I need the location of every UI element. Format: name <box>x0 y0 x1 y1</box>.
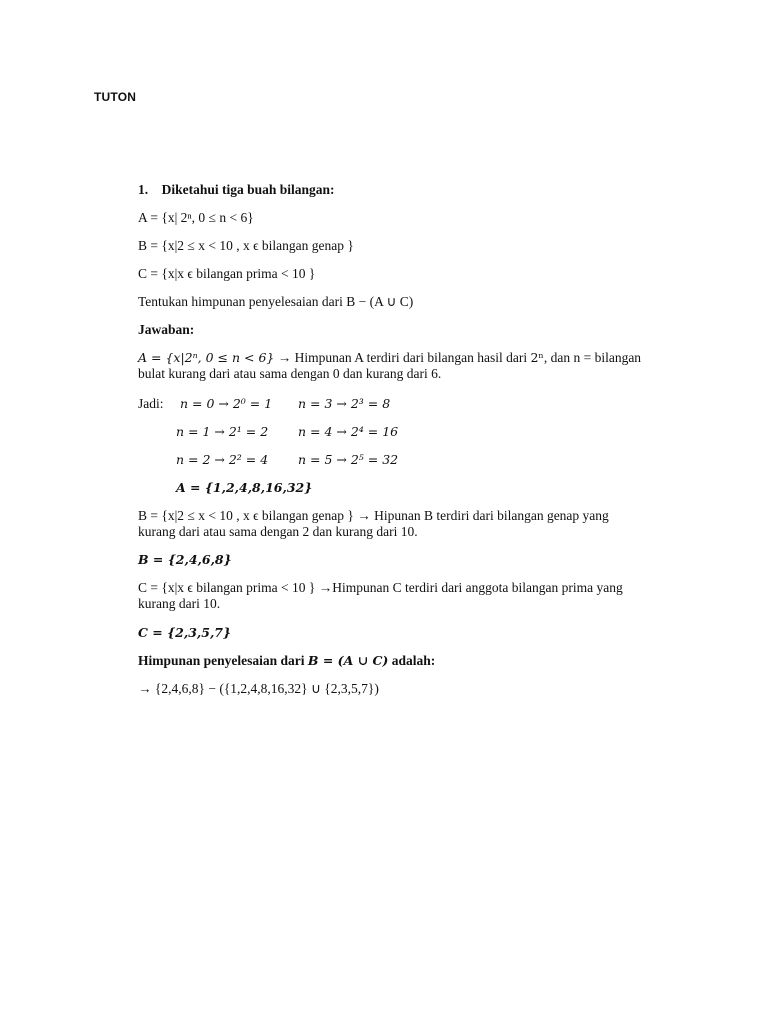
calc-n0: n = 0 → 2⁰ = 1 <box>180 396 273 411</box>
set-a-expression: A = {x|2ⁿ, 0 ≤ n < 6} <box>138 350 275 365</box>
power-expression: 2ⁿ <box>530 350 544 365</box>
calc-n4: n = 4 → 2⁴ = 16 <box>298 424 399 439</box>
question-heading: 1. Diketahui tiga buah bilangan: <box>138 182 335 197</box>
calc-n2: n = 2 → 2² = 4 <box>176 452 269 467</box>
set-a-result: A = {1,2,4,8,16,32} <box>176 480 313 495</box>
final-heading-expression: B = (A ∪ C) <box>307 653 389 668</box>
set-b-explanation: B = {x|2 ≤ x < 10 , x ϵ bilangan genap } → Hipunan B terdiri dari bilangan genap yang kurang dari atau sama dengan 2 dan kurang dari 10. <box>138 508 609 539</box>
set-a-explanation <box>138 350 648 382</box>
calc-n5: n = 5 → 2⁵ = 32 <box>298 452 399 467</box>
calc-n1: n = 1 → 2¹ = 2 <box>176 424 269 439</box>
set-c-definition: C = {x|x ϵ bilangan prima < 10 } <box>138 266 316 281</box>
set-c-explanation: C = {x|x ϵ bilangan prima < 10 } →Himpunan C terdiri dari anggota bilangan prima yang kurang dari 10. <box>138 580 623 611</box>
answer-heading: Jawaban: <box>138 322 195 337</box>
set-b-result: B = {2,4,6,8} <box>138 552 232 567</box>
calc-n3: n = 3 → 2³ = 8 <box>298 396 391 411</box>
set-c-result: C = {2,3,5,7} <box>138 625 232 640</box>
final-heading <box>138 653 435 669</box>
final-step: → {2,4,6,8} − ({1,2,4,8,16,32} ∪ {2,3,5,7}) <box>138 681 379 696</box>
final-heading-part1: Himpunan penyelesaian dari <box>138 653 308 668</box>
set-a-description-part1: → Himpunan A terdiri dari bilangan hasil dari <box>274 350 531 365</box>
jadi-label: Jadi: <box>138 396 164 411</box>
final-heading-part2: adalah: <box>388 653 436 668</box>
set-a-definition: A = {x| 2ⁿ, 0 ≤ n < 6} <box>138 210 254 225</box>
set-a-description-part2: , dan n = bilangan bulat kurang dari atau sama dengan 0 dan kurang dari 6. <box>138 350 642 381</box>
task-statement: Tentukan himpunan penyelesaian dari B − (A ∪ C) <box>138 294 414 309</box>
set-b-definition: B = {x|2 ≤ x < 10 , x ϵ bilangan genap } <box>138 238 354 253</box>
document-header-title: TUTON <box>94 90 137 104</box>
